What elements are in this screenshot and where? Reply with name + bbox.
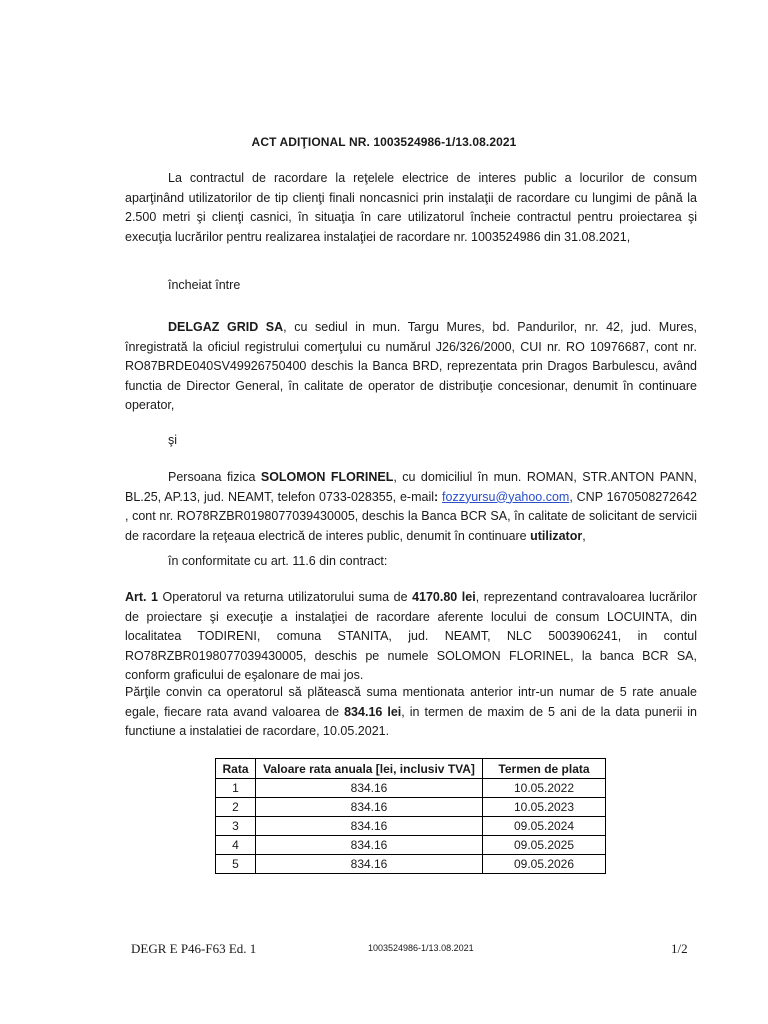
cell-termen: 09.05.2025 (483, 836, 606, 855)
article-1-paragraph (125, 588, 697, 686)
cell-valoare: 834.16 (256, 817, 483, 836)
concluded-between: încheiat între (168, 278, 241, 292)
table-header-row (216, 759, 606, 779)
user-role: utilizator (530, 528, 583, 543)
conformity-text: în conformitate cu art. 11.6 din contract: (168, 554, 388, 568)
user-paragraph (125, 468, 697, 546)
user-prefix: Persoana fizica (168, 470, 261, 484)
installment-text-1: Părţile convin ca operatorul să plătească suma mentionata anterior intr-un numar de 5 rate anuale egale, fiecare rata avand valoarea de (125, 685, 697, 719)
table-row (216, 836, 606, 855)
article-1-amount: 4170.80 lei (412, 590, 476, 604)
cell-rata: 1 (216, 779, 256, 798)
and-text: şi (168, 433, 178, 447)
installment-paragraph (125, 683, 697, 742)
installment-value: 834.16 lei (344, 704, 402, 719)
table-row (216, 855, 606, 874)
cell-termen: 09.05.2024 (483, 817, 606, 836)
header-rata: Rata (216, 759, 256, 779)
user-details-1: , cu domiciliul în mun. ROMAN, STR.ANTON PANN, BL.25, AP.13, jud. NEAMT, telefon 0733-028355, e-mail (125, 470, 697, 504)
cell-rata: 5 (216, 855, 256, 874)
user-email-link[interactable]: fozzyursu@yahoo.com (442, 489, 570, 504)
header-termen: Termen de plata (483, 759, 606, 779)
footer-page-number: 1/2 (671, 941, 688, 956)
header-valoare: Valoare rata anuala [lei, inclusiv TVA] (256, 759, 483, 779)
table-row (216, 798, 606, 817)
footer-document-number: 1003524986-1/13.08.2021 (368, 943, 474, 953)
article-1-text-1: Operatorul va returna utilizatorului suma de (158, 590, 413, 604)
intro-paragraph: La contractul de racordare la reţelele electrice de interes public a locurilor de consum aparţinând utilizatorilor de tip clienţi finali noncasnici prin instalaţii de racordare cu lungimi de până la 2.500 metri şi clienţi casnici, în situaţia în care utilizatorul încheie contractul pentru proiectarea şi execuţia lucrărilor pentru realizarea instalaţiei de racordare nr. 1003524986 din 31.08.2021, (125, 171, 697, 244)
operator-paragraph (125, 318, 697, 416)
cell-rata: 2 (216, 798, 256, 817)
document-title: ACT ADIŢIONAL NR. 1003524986-1/13.08.2021 (251, 135, 517, 149)
cell-rata: 3 (216, 817, 256, 836)
article-1-text-2: , reprezentand contravaloarea lucrărilor de proiectare şi execuţie a instalaţiei de racordare aferente locului de consum LOCUINTA, din localitatea TODIRENI, comuna STANITA, jud. NEAMT, NLC 5003906241, in contul RO78RZBR0198077039430005, deschis pe numele SOLOMON FLORINEL, la banca BCR SA, conform graficului de eşalonare de mai jos. (125, 590, 698, 682)
cell-termen: 09.05.2026 (483, 855, 606, 874)
user-name: SOLOMON FLORINEL (260, 470, 394, 484)
table-row (216, 817, 606, 836)
cell-valoare: 834.16 (256, 836, 483, 855)
cell-valoare: 834.16 (256, 779, 483, 798)
footer-form-code: DEGR E P46-F63 Ed. 1 (131, 941, 257, 956)
article-1-label: Art. 1 (125, 590, 159, 604)
cell-valoare: 834.16 (256, 798, 483, 817)
cell-valoare: 834.16 (256, 855, 483, 874)
operator-details: , cu sediul in mun. Targu Mures, bd. Pandurilor, nr. 42, jud. Mures, înregistrată la oficiul registrului comerţului cu numărul J26/326/2000, CUI nr. RO 10976687, cont nr. RO87BRDE040SV49926750400 deschis la Banca BRD, reprezentata prin Dragos Barbulescu, având functia de Director General, în calitate de operator de distribuţie concesionar, denumit în continuare operator, (125, 320, 697, 412)
user-end: , (582, 528, 586, 543)
table-row (216, 779, 606, 798)
user-details-2: , CNP 1670508272642 , cont nr. RO78RZBR0198077039430005, deschis la Banca BCR SA, în calitate de solicitant de servicii de racordare la reţeaua electrică de interes public, denumit în continuare (125, 489, 698, 543)
installment-text-2: , in termen de maxim de 5 ani de la data punerii in functiune a instalatiei de racordare, 10.05.2021. (125, 704, 697, 738)
cell-termen: 10.05.2023 (483, 798, 606, 817)
user-colon: : (434, 489, 443, 504)
cell-termen: 10.05.2022 (483, 779, 606, 798)
payment-schedule-table (215, 758, 606, 874)
operator-name: DELGAZ GRID SA (168, 320, 284, 334)
cell-rata: 4 (216, 836, 256, 855)
